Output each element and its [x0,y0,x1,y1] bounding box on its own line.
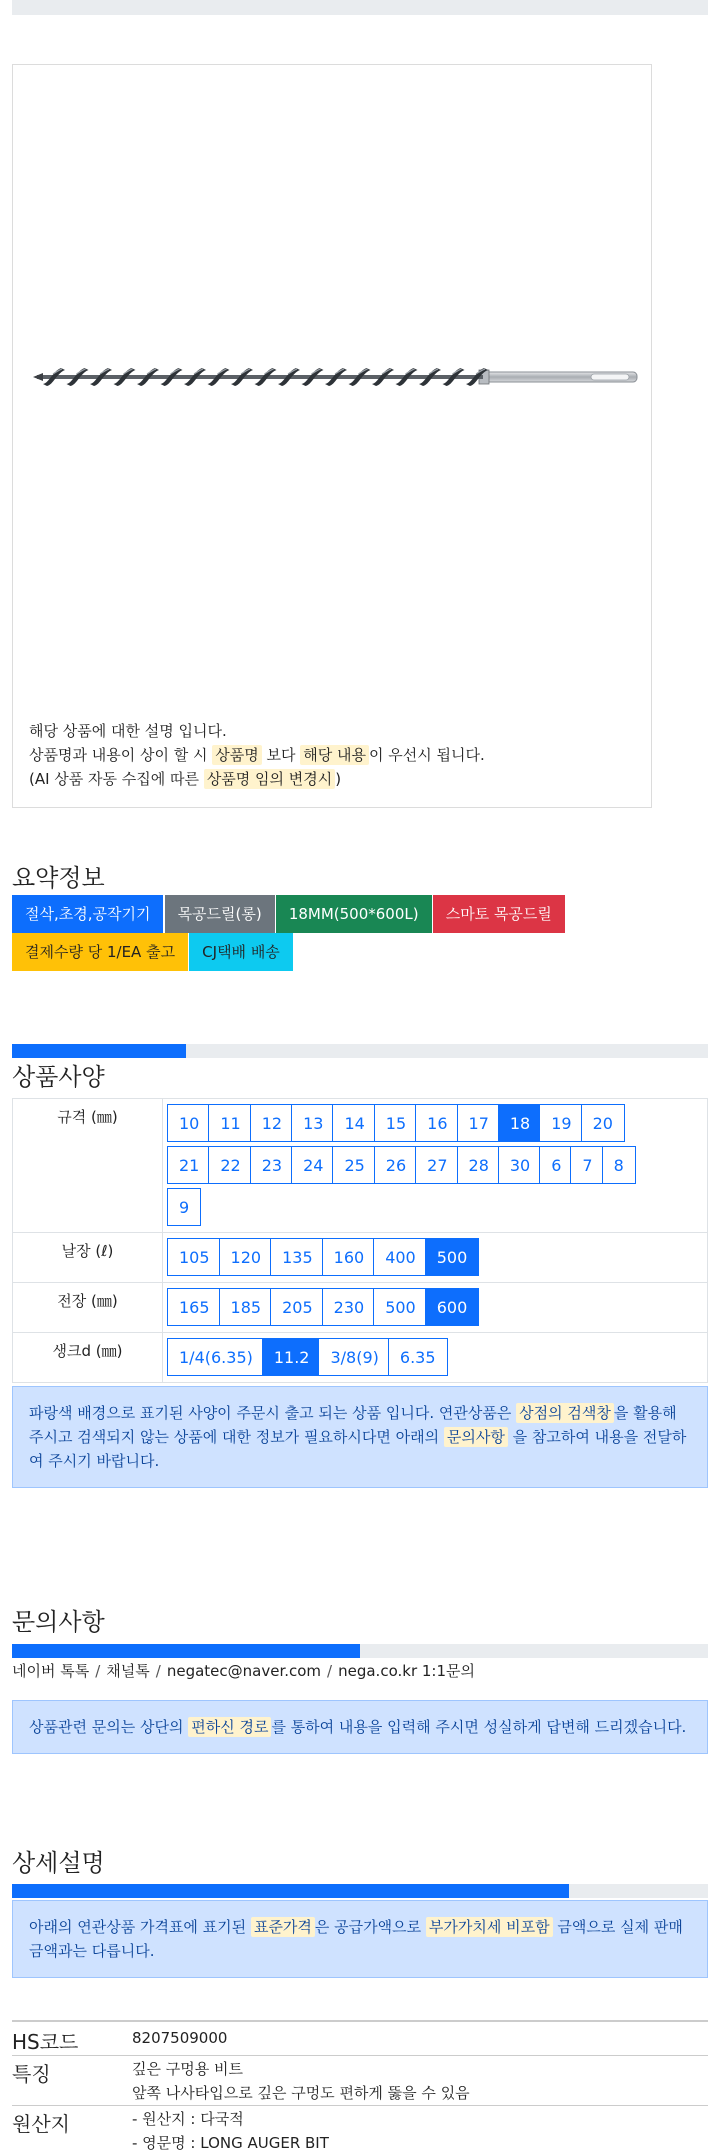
spec-option-button[interactable]: 22 [208,1146,252,1184]
channel-talk[interactable]: 채널톡 [106,1662,150,1680]
spec-option-button[interactable]: 17 [457,1104,501,1142]
info-value [132,2107,329,2152]
detail-title: 상세설명 [12,1849,105,1877]
spec-row-options [163,1099,708,1233]
caption-line-3 [29,767,485,791]
badge-size[interactable]: 18MM(500*600L) [276,895,432,933]
channel-separator: / [327,1662,333,1680]
spec-option-button[interactable]: 21 [167,1146,211,1184]
spec-row [13,1233,708,1283]
spec-option-button[interactable]: 185 [219,1288,274,1326]
spec-option-button[interactable]: 20 [581,1104,625,1142]
spec-option-button[interactable]: 27 [415,1146,459,1184]
inquiry-progress-bar [12,1644,708,1658]
badge-quantity: 결제수량 당 1/EA 출고 [12,933,188,971]
product-image-frame [12,64,652,808]
spec-table [12,1098,708,1383]
notice-text: 을 활용해 주시고 검색되지 않는 상품에 대한 정보가 필요하시다면 아래의 [29,1404,677,1446]
notice-highlight: 편하신 경로 [188,1717,271,1737]
detail-progress-fill [12,1884,569,1898]
spec-option-button[interactable]: 30 [498,1146,542,1184]
summary-title: 요약정보 [12,864,105,892]
top-progress-bar [12,0,708,15]
caption-line-2 [29,743,485,767]
notice-text: 은 공급가액으로 [314,1918,422,1936]
spec-option-button[interactable]: 105 [167,1238,222,1276]
spec-option-button[interactable]: 7 [570,1146,604,1184]
info-value-line: 깊은 구멍용 비트 [132,2060,243,2078]
info-value-line: 앞쪽 나사타입으로 깊은 구멍도 편하게 뚫을 수 있음 [132,2084,470,2102]
info-value [132,2057,470,2105]
spec-row-options [163,1283,708,1333]
spec-option-button[interactable]: 205 [270,1288,325,1326]
badge-type[interactable]: 목공드릴(롱) [165,895,275,933]
notice-text: 을 참고하여 내용을 전달하여 주시기 바랍니다. [29,1428,687,1470]
spec-option-button[interactable]: 10 [167,1104,211,1142]
badge-shipping: CJ택배 배송 [189,933,293,971]
notice-text: 금액으로 실제 판매금액과는 다릅니다. [29,1918,683,1960]
info-key: HS코드 [12,2030,79,2054]
inquiry-channels [12,1660,475,1681]
spec-option-button[interactable]: 28 [457,1146,501,1184]
inquiry-notice [12,1700,708,1754]
spec-row-label: 전장 (㎜) [13,1283,163,1333]
spec-option-button[interactable]: 500 [373,1288,428,1326]
spec-notice [12,1386,708,1488]
detail-progress-bar [12,1884,708,1898]
caption-line-1 [29,719,485,743]
spec-option-button[interactable]: 230 [322,1288,377,1326]
info-row-origin [12,2105,708,2152]
channel-naver-talk[interactable]: 네이버 톡톡 [12,1662,90,1680]
spec-option-button[interactable]: 23 [250,1146,294,1184]
spec-option-button[interactable]: 18 [498,1104,542,1142]
spec-option-button[interactable]: 160 [322,1238,377,1276]
spec-option-button[interactable]: 400 [373,1238,428,1276]
image-caption [29,719,485,791]
spec-row-label: 생크d (㎜) [13,1333,163,1383]
spec-option-button[interactable]: 6.35 [388,1338,448,1376]
caption-text: 이 우선시 됩니다. [369,746,485,764]
spec-option-button[interactable]: 14 [332,1104,376,1142]
caption-text: 보다 [266,746,296,764]
spec-option-button[interactable]: 11.2 [262,1338,322,1376]
channel-email[interactable]: negatec@naver.com [166,1662,322,1680]
spec-option-button[interactable]: 13 [291,1104,335,1142]
info-value-line: - 원산지 : 다국적 [132,2110,244,2128]
notice-text: 아래의 연관상품 가격표에 표기된 [29,1918,247,1936]
spec-progress-bar [12,1044,708,1058]
inquiry-title: 문의사항 [12,1608,105,1636]
info-key: 특징 [12,2062,51,2086]
summary-badges [12,895,712,971]
spec-row-label: 날장 (ℓ) [13,1233,163,1283]
spec-row [13,1283,708,1333]
product-info-table [12,2020,708,2152]
spec-option-button[interactable]: 135 [270,1238,325,1276]
notice-highlight: 부가가치세 비포함 [426,1917,553,1937]
spec-option-button[interactable]: 24 [291,1146,335,1184]
spec-option-button[interactable]: 120 [219,1238,274,1276]
spec-option-button[interactable]: 165 [167,1288,222,1326]
notice-text: 를 통하여 내용을 입력해 주시면 성실하게 답변해 드리겠습니다. [271,1718,687,1736]
spec-option-button[interactable]: 25 [332,1146,376,1184]
spec-row [13,1099,708,1233]
spec-option-button[interactable]: 19 [539,1104,583,1142]
spec-option-button[interactable]: 11 [208,1104,252,1142]
caption-highlight: 상품명 [212,745,261,765]
spec-option-button[interactable]: 1/4(6.35) [167,1338,265,1376]
notice-text: 파랑색 배경으로 표기된 사양이 주문시 출고 되는 상품 입니다. 연관상품은 [29,1404,512,1422]
inquiry-progress-fill [12,1644,360,1658]
spec-option-button[interactable]: 12 [250,1104,294,1142]
caption-highlight: 상품명 임의 변경시 [204,769,335,789]
spec-row [13,1333,708,1383]
info-key: 원산지 [12,2112,70,2136]
spec-option-button[interactable]: 16 [415,1104,459,1142]
channel-separator: / [155,1662,161,1680]
spec-option-button[interactable]: 500 [425,1238,480,1276]
channel-site-inquiry[interactable]: nega.co.kr 1:1문의 [338,1662,475,1680]
badge-category[interactable]: 절삭,초경,공작기기 [12,895,163,933]
spec-row-options [163,1333,708,1383]
spec-option-button[interactable]: 6 [539,1146,573,1184]
info-value: 8207509000 [132,2029,228,2047]
detail-notice [12,1900,708,1978]
spec-row-label: 규격 (㎜) [13,1099,163,1233]
notice-text: 상품관련 문의는 상단의 [29,1718,184,1736]
notice-highlight: 표준가격 [251,1917,315,1937]
channel-separator: / [95,1662,101,1680]
spec-option-button[interactable]: 8 [602,1146,636,1184]
auger-bit-image [13,65,653,809]
spec-option-button[interactable]: 15 [374,1104,418,1142]
spec-option-button[interactable]: 9 [167,1188,201,1226]
caption-text: ) [335,770,342,788]
info-row-hs-code [12,2021,708,2055]
spec-option-button[interactable]: 3/8(9) [318,1338,390,1376]
spec-option-button[interactable]: 600 [425,1288,480,1326]
info-value-line: - 영문명 : LONG AUGER BIT [132,2134,329,2152]
caption-text: (AI 상품 자동 수집에 따른 [29,770,200,788]
caption-text: 상품명과 내용이 상이 할 시 [29,746,208,764]
info-row-feature [12,2055,708,2105]
notice-highlight: 상점의 검색창 [516,1403,614,1423]
spec-title: 상품사양 [12,1063,105,1091]
badge-brand[interactable]: 스마토 목공드릴 [433,895,565,933]
spec-option-button[interactable]: 26 [374,1146,418,1184]
spec-progress-fill [12,1044,186,1058]
caption-text: 해당 상품에 대한 설명 입니다. [29,722,227,740]
spec-row-options [163,1233,708,1283]
caption-highlight: 해당 내용 [300,745,369,765]
notice-highlight: 문의사항 [444,1427,508,1447]
